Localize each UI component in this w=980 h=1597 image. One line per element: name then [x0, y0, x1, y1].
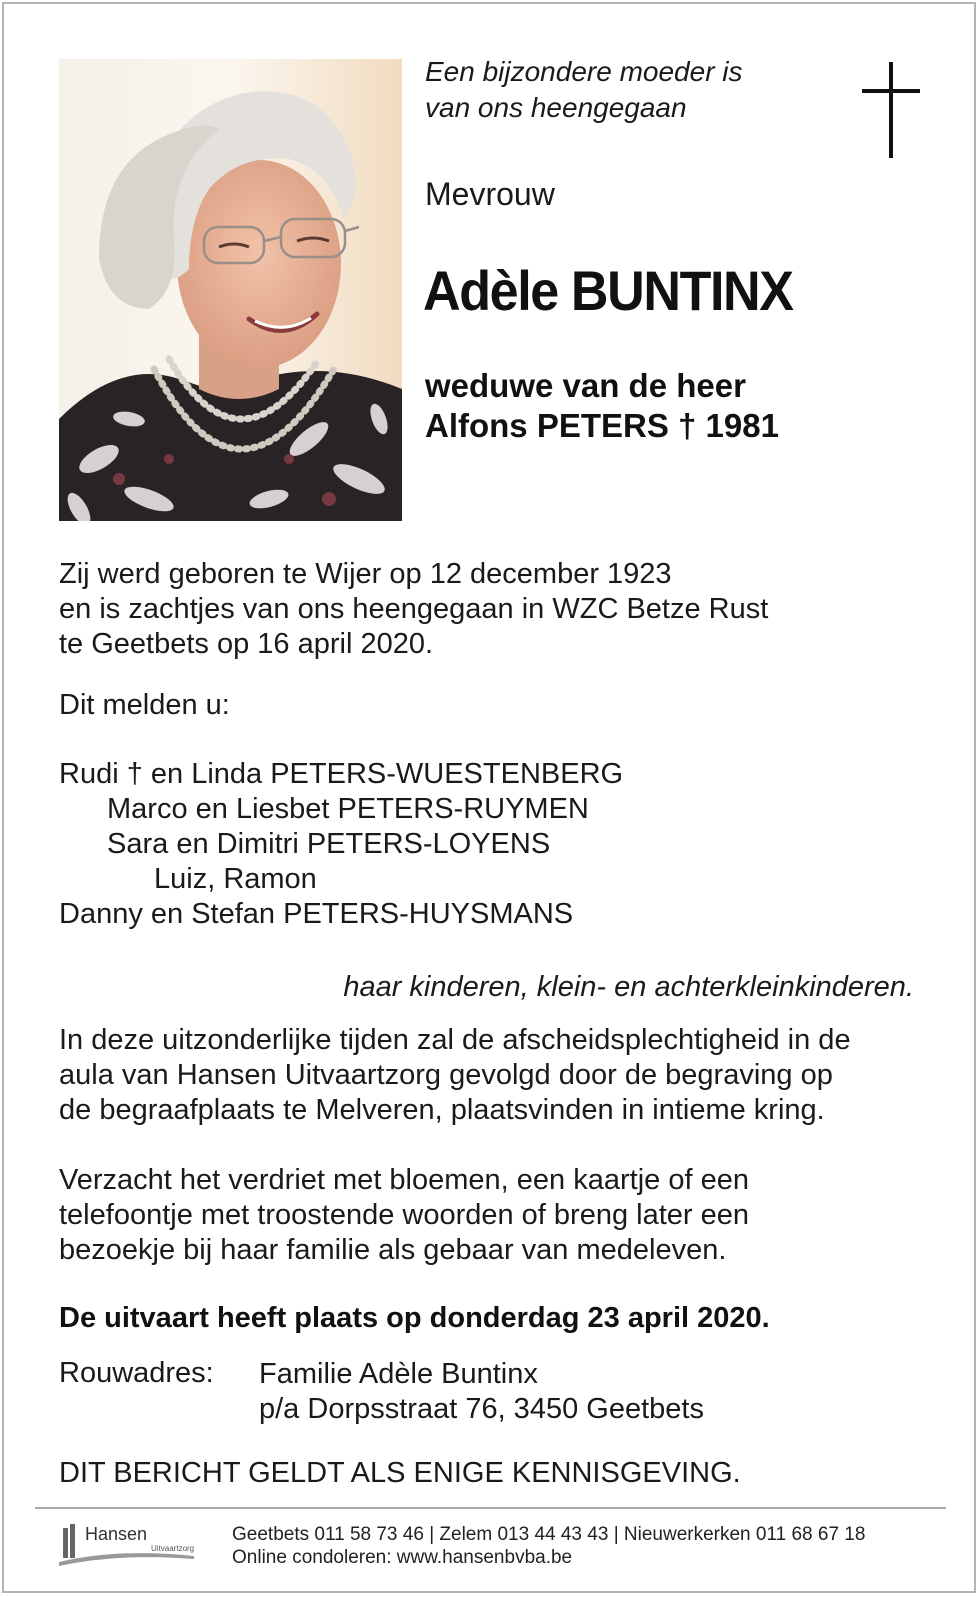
- spouse-info: [425, 366, 779, 446]
- family-member: Marco en Liesbet PETERS-RUYMEN: [107, 793, 589, 825]
- birth-line: en is zachtjes van ons heengegaan in WZC Betze Rust: [59, 593, 769, 625]
- address-value: [259, 1357, 704, 1427]
- comfort-paragraph: [59, 1163, 749, 1268]
- notice-line: DIT BERICHT GELDT ALS ENIGE KENNISGEVING.: [59, 1457, 741, 1489]
- ceremony-line: In deze uitzonderlijke tijden zal de afscheidsplechtigheid in de: [59, 1024, 851, 1056]
- address-label: Rouwadres:: [59, 1357, 214, 1389]
- family-member: Sara en Dimitri PETERS-LOYENS: [107, 828, 551, 860]
- footer-divider: [35, 1507, 946, 1509]
- comfort-line: Verzacht het verdriet met bloemen, een kaartje of een: [59, 1164, 749, 1196]
- ceremony-paragraph: [59, 1023, 851, 1128]
- hansen-logo: [59, 1522, 199, 1574]
- footer-phones: Geetbets 011 58 73 46 | Zelem 013 44 43 43 | Nieuwerkerken 011 68 67 18: [232, 1524, 866, 1545]
- intro-line-2: van ons heengegaan: [425, 92, 687, 123]
- spouse-line-2: Alfons PETERS † 1981: [425, 407, 779, 444]
- family-list: [59, 757, 623, 932]
- relation-line: haar kinderen, klein- en achterkleinkinderen.: [343, 971, 914, 1003]
- family-member: Danny en Stefan PETERS-HUYSMANS: [59, 898, 574, 930]
- comfort-line: telefoontje met troostende woorden of breng later een: [59, 1199, 750, 1231]
- family-member: Luiz, Ramon: [154, 863, 317, 895]
- intro-line-1: Een bijzondere moeder is: [425, 56, 743, 87]
- logo-name: Hansen: [85, 1524, 148, 1544]
- ceremony-line: aula van Hansen Uitvaartzorg gevolgd door de begraving op: [59, 1059, 833, 1091]
- funeral-date: De uitvaart heeft plaats op donderdag 23 april 2020.: [59, 1302, 770, 1334]
- cross-icon: [862, 62, 922, 158]
- footer-contact: [232, 1523, 865, 1569]
- intro-text: [425, 54, 743, 126]
- address-line-2: p/a Dorpsstraat 76, 3450 Geetbets: [259, 1393, 704, 1425]
- deceased-name: Adèle BUNTINX: [423, 259, 793, 322]
- honorific: Mevrouw: [425, 176, 555, 212]
- birth-line: te Geetbets op 16 april 2020.: [59, 628, 434, 660]
- spouse-line-1: weduwe van de heer: [425, 367, 746, 404]
- logo-subtitle: Uitvaartzorg: [151, 1544, 195, 1553]
- family-member: Rudi † en Linda PETERS-WUESTENBERG: [59, 758, 624, 790]
- portrait-photo: [59, 59, 402, 521]
- ceremony-line: de begraafplaats te Melveren, plaatsvinden in intieme kring.: [59, 1094, 825, 1126]
- comfort-line: bezoekje bij haar familie als gebaar van medeleven.: [59, 1234, 727, 1266]
- address-line-1: Familie Adèle Buntinx: [259, 1358, 538, 1390]
- birth-line: Zij werd geboren te Wijer op 12 december 1923: [59, 558, 672, 590]
- footer-online[interactable]: Online condoleren: www.hansenbvba.be: [232, 1547, 573, 1568]
- birth-paragraph: [59, 557, 768, 662]
- announce-line: Dit melden u:: [59, 689, 230, 721]
